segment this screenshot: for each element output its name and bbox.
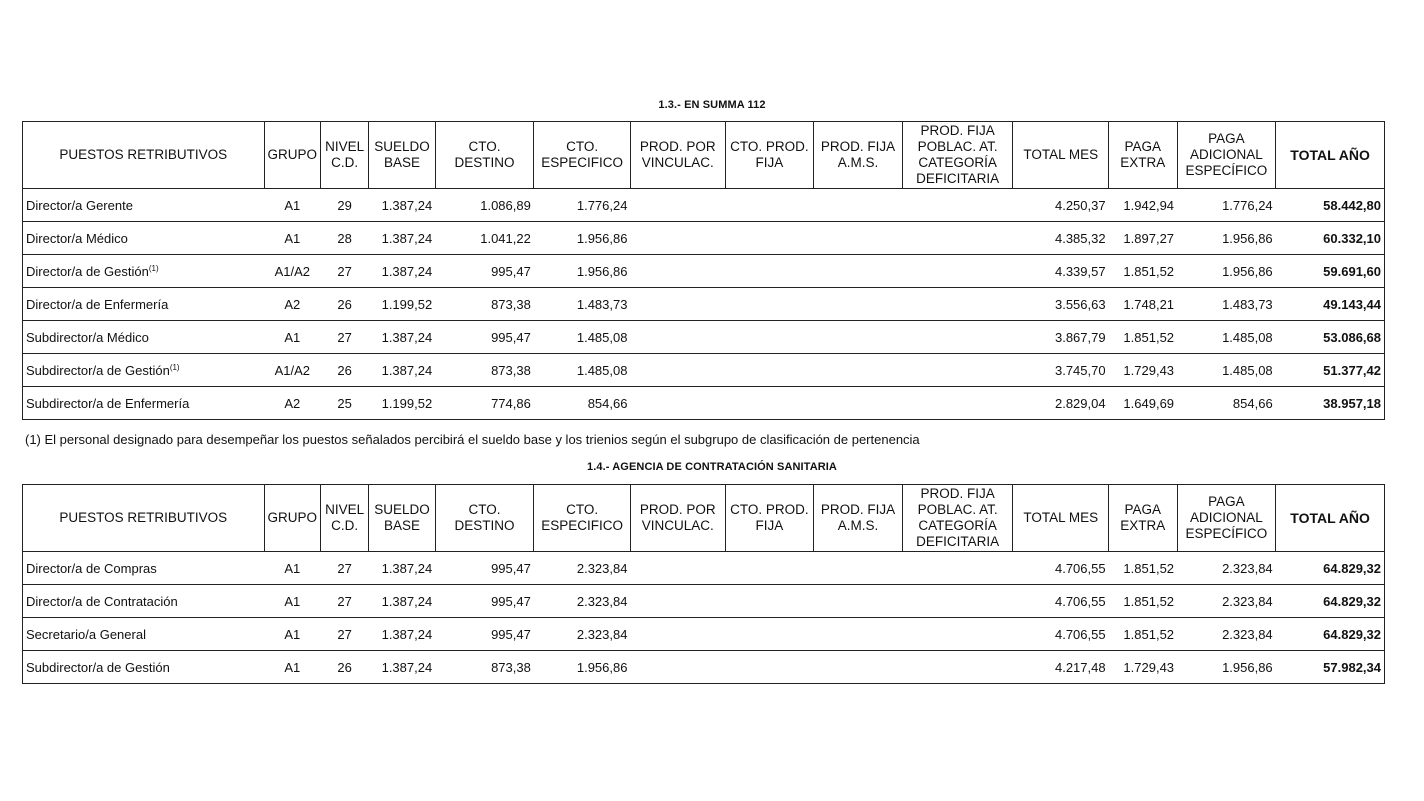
header-total-ano: TOTAL AÑO [1276,122,1385,189]
puesto-label: Subdirector/a de Gestión [26,362,170,378]
cell-nivel: 26 [320,651,368,684]
cell-cto-destino: 873,38 [435,288,534,321]
cell-cto-especifico: 2.323,84 [534,618,631,651]
table-row [23,288,1385,321]
header-prod-fija-ams: PROD. FIJA A.M.S. [814,122,903,189]
cell-paga-extra: 1.729,43 [1109,354,1177,387]
table-row [23,651,1385,684]
puesto-label: Director/a de Enfermería [26,296,169,312]
cell-prod-fija-poblac [902,321,1013,354]
cell-nivel: 27 [320,618,368,651]
cell-paga-extra: 1.851,52 [1109,618,1177,651]
cell-paga-adicional: 854,66 [1177,387,1276,420]
cell-total-ano: 38.957,18 [1276,387,1385,420]
cell-total-mes: 4.339,57 [1013,255,1109,288]
cell-total-ano: 53.086,68 [1276,321,1385,354]
cell-total-ano: 49.143,44 [1276,288,1385,321]
cell-puesto [23,189,265,222]
cell-cto-destino: 873,38 [435,651,534,684]
cell-paga-adicional: 2.323,84 [1177,585,1276,618]
cell-cto-especifico: 1.485,08 [534,321,631,354]
cell-sueldo-base: 1.387,24 [369,585,435,618]
cell-grupo: A1 [264,189,320,222]
puesto-label: Director/a Gerente [26,197,133,213]
cell-total-ano: 60.332,10 [1276,222,1385,255]
cell-paga-adicional: 1.956,86 [1177,651,1276,684]
cell-sueldo-base: 1.387,24 [369,354,435,387]
cell-cto-prod-fija [725,321,814,354]
cell-total-ano: 64.829,32 [1276,618,1385,651]
cell-puesto [23,618,265,651]
cell-nivel: 26 [320,288,368,321]
cell-total-mes: 4.706,55 [1013,618,1109,651]
cell-prod-fija-poblac [902,618,1013,651]
cell-prod-vinculac [630,618,725,651]
cell-paga-adicional: 1.956,86 [1177,222,1276,255]
cell-paga-extra: 1.729,43 [1109,651,1177,684]
cell-cto-especifico: 854,66 [534,387,631,420]
table-row [23,552,1385,585]
cell-cto-especifico: 1.485,08 [534,354,631,387]
cell-total-mes: 4.706,55 [1013,552,1109,585]
header-puestos: PUESTOS RETRIBUTIVOS [23,485,265,552]
cell-cto-especifico: 2.323,84 [534,585,631,618]
cell-nivel: 25 [320,387,368,420]
cell-sueldo-base: 1.199,52 [369,288,435,321]
cell-total-mes: 3.745,70 [1013,354,1109,387]
cell-nivel: 29 [320,189,368,222]
puesto-label: Director/a Médico [26,230,128,246]
header-total-mes: TOTAL MES [1013,485,1109,552]
cell-prod-fija-ams [814,387,903,420]
cell-paga-extra: 1.851,52 [1109,585,1177,618]
cell-grupo: A1/A2 [264,354,320,387]
cell-cto-prod-fija [725,255,814,288]
cell-cto-prod-fija [725,585,814,618]
cell-prod-fija-poblac [902,288,1013,321]
cell-sueldo-base: 1.199,52 [369,387,435,420]
cell-grupo: A1 [264,651,320,684]
cell-prod-fija-poblac [902,222,1013,255]
table-row [23,189,1385,222]
cell-prod-vinculac [630,354,725,387]
cell-sueldo-base: 1.387,24 [369,651,435,684]
cell-cto-especifico: 1.956,86 [534,222,631,255]
puesto-label: Subdirector/a Médico [26,329,149,345]
cell-total-mes: 4.706,55 [1013,585,1109,618]
cell-prod-vinculac [630,651,725,684]
puesto-label: Secretario/a General [26,626,146,642]
cell-cto-destino: 995,47 [435,255,534,288]
cell-cto-especifico: 1.776,24 [534,189,631,222]
header-cto-especifico: CTO. ESPECIFICO [534,485,631,552]
table-row [23,585,1385,618]
puesto-label: Subdirector/a de Enfermería [26,395,190,411]
cell-grupo: A1 [264,585,320,618]
cell-cto-destino: 995,47 [435,585,534,618]
cell-paga-extra: 1.851,52 [1109,255,1177,288]
section-title-summa-112: 1.3.- EN SUMMA 112 [658,99,766,111]
header-total-ano: TOTAL AÑO [1276,485,1385,552]
cell-paga-extra: 1.851,52 [1109,321,1177,354]
cell-nivel: 26 [320,354,368,387]
header-cto-destino: CTO. DESTINO [435,122,534,189]
cell-cto-destino: 1.041,22 [435,222,534,255]
cell-sueldo-base: 1.387,24 [369,552,435,585]
cell-prod-vinculac [630,189,725,222]
cell-cto-destino: 873,38 [435,354,534,387]
cell-prod-fija-ams [814,189,903,222]
cell-paga-adicional: 1.483,73 [1177,288,1276,321]
cell-puesto [23,387,265,420]
cell-cto-especifico: 1.956,86 [534,255,631,288]
cell-puesto [23,354,265,387]
cell-puesto [23,222,265,255]
table-agencia-contratacion [22,484,1385,684]
cell-paga-extra: 1.942,94 [1109,189,1177,222]
cell-paga-adicional: 1.485,08 [1177,321,1276,354]
header-nivel: NIVEL C.D. [320,122,368,189]
cell-cto-especifico: 1.956,86 [534,651,631,684]
header-paga-extra: PAGA EXTRA [1109,122,1177,189]
header-nivel: NIVEL C.D. [320,485,368,552]
cell-cto-prod-fija [725,288,814,321]
header-paga-adicional: PAGA ADICIONAL ESPECÍFICO [1177,122,1276,189]
cell-nivel: 27 [320,585,368,618]
header-prod-fija-poblac: PROD. FIJA POBLAC. AT. CATEGORÍA DEFICITARIA [902,485,1013,552]
cell-cto-especifico: 1.483,73 [534,288,631,321]
cell-prod-vinculac [630,321,725,354]
cell-prod-fija-ams [814,651,903,684]
cell-cto-destino: 1.086,89 [435,189,534,222]
cell-paga-extra: 1.851,52 [1109,552,1177,585]
cell-prod-fija-ams [814,585,903,618]
cell-cto-prod-fija [725,618,814,651]
cell-grupo: A2 [264,387,320,420]
cell-cto-prod-fija [725,387,814,420]
cell-paga-adicional: 1.485,08 [1177,354,1276,387]
header-total-mes: TOTAL MES [1013,122,1109,189]
cell-puesto [23,288,265,321]
cell-cto-prod-fija [725,189,814,222]
cell-grupo: A1 [264,552,320,585]
cell-nivel: 27 [320,321,368,354]
cell-total-ano: 57.982,34 [1276,651,1385,684]
cell-prod-fija-poblac [902,387,1013,420]
cell-puesto [23,585,265,618]
cell-sueldo-base: 1.387,24 [369,618,435,651]
cell-prod-vinculac [630,255,725,288]
header-puestos: PUESTOS RETRIBUTIVOS [23,122,265,189]
cell-prod-fija-poblac [902,255,1013,288]
cell-paga-adicional: 2.323,84 [1177,552,1276,585]
section-title-agencia-contratacion: 1.4.- AGENCIA DE CONTRATACIÓN SANITARIA [587,461,837,473]
cell-cto-prod-fija [725,651,814,684]
footnote: (1) El personal designado para desempeñar los puestos señalados percibirá el sueldo base y los trienios según el subgrupo de clasificación de pertenencia [25,432,920,447]
puesto-label: Director/a de Contratación [26,593,178,609]
footnote-marker: (1) [148,263,159,273]
cell-total-mes: 4.250,37 [1013,189,1109,222]
cell-cto-especifico: 2.323,84 [534,552,631,585]
header-cto-prod-fija: CTO. PROD. FIJA [725,485,814,552]
cell-nivel: 28 [320,222,368,255]
cell-nivel: 27 [320,255,368,288]
header-paga-extra: PAGA EXTRA [1109,485,1177,552]
cell-cto-destino: 774,86 [435,387,534,420]
cell-paga-adicional: 2.323,84 [1177,618,1276,651]
header-sueldo-base: SUELDO BASE [369,485,435,552]
cell-grupo: A1 [264,321,320,354]
cell-sueldo-base: 1.387,24 [369,189,435,222]
header-prod-vinculac: PROD. POR VINCULAC. [630,122,725,189]
cell-prod-fija-ams [814,321,903,354]
cell-cto-destino: 995,47 [435,552,534,585]
header-prod-vinculac: PROD. POR VINCULAC. [630,485,725,552]
cell-prod-vinculac [630,585,725,618]
cell-cto-destino: 995,47 [435,321,534,354]
cell-sueldo-base: 1.387,24 [369,222,435,255]
cell-total-ano: 58.442,80 [1276,189,1385,222]
puesto-label: Subdirector/a de Gestión [26,659,170,675]
header-grupo: GRUPO [264,122,320,189]
cell-cto-prod-fija [725,354,814,387]
cell-prod-fija-ams [814,222,903,255]
cell-puesto [23,255,265,288]
cell-total-mes: 3.867,79 [1013,321,1109,354]
cell-cto-prod-fija [725,552,814,585]
cell-total-ano: 59.691,60 [1276,255,1385,288]
table-row [23,387,1385,420]
table-row [23,255,1385,288]
cell-paga-extra: 1.748,21 [1109,288,1177,321]
cell-paga-extra: 1.897,27 [1109,222,1177,255]
cell-prod-fija-poblac [902,651,1013,684]
cell-total-ano: 64.829,32 [1276,552,1385,585]
table-row [23,222,1385,255]
cell-sueldo-base: 1.387,24 [369,255,435,288]
header-prod-fija-ams: PROD. FIJA A.M.S. [814,485,903,552]
cell-prod-fija-ams [814,255,903,288]
cell-grupo: A2 [264,288,320,321]
cell-prod-vinculac [630,288,725,321]
table-row [23,321,1385,354]
header-cto-prod-fija: CTO. PROD. FIJA [725,122,814,189]
header-paga-adicional: PAGA ADICIONAL ESPECÍFICO [1177,485,1276,552]
header-sueldo-base: SUELDO BASE [369,122,435,189]
cell-cto-prod-fija [725,222,814,255]
cell-cto-destino: 995,47 [435,618,534,651]
cell-nivel: 27 [320,552,368,585]
table-row [23,618,1385,651]
cell-prod-vinculac [630,552,725,585]
cell-total-mes: 2.829,04 [1013,387,1109,420]
cell-prod-fija-poblac [902,354,1013,387]
cell-total-ano: 51.377,42 [1276,354,1385,387]
table-header-row [23,485,1385,552]
cell-prod-fija-poblac [902,189,1013,222]
puesto-label: Director/a de Gestión [26,263,149,279]
cell-grupo: A1 [264,222,320,255]
cell-prod-vinculac [630,222,725,255]
header-cto-destino: CTO. DESTINO [435,485,534,552]
footnote-marker: (1) [169,362,180,372]
cell-puesto [23,552,265,585]
cell-paga-adicional: 1.956,86 [1177,255,1276,288]
table-summa-112 [22,121,1385,420]
header-grupo: GRUPO [264,485,320,552]
table-row [23,354,1385,387]
cell-total-mes: 4.217,48 [1013,651,1109,684]
puesto-label: Director/a de Compras [26,560,157,576]
cell-grupo: A1/A2 [264,255,320,288]
cell-puesto [23,651,265,684]
cell-puesto [23,321,265,354]
table-header-row [23,122,1385,189]
cell-total-ano: 64.829,32 [1276,585,1385,618]
header-cto-especifico: CTO. ESPECIFICO [534,122,631,189]
cell-grupo: A1 [264,618,320,651]
header-prod-fija-poblac: PROD. FIJA POBLAC. AT. CATEGORÍA DEFICITARIA [902,122,1013,189]
cell-prod-fija-ams [814,618,903,651]
cell-paga-adicional: 1.776,24 [1177,189,1276,222]
cell-prod-fija-poblac [902,552,1013,585]
cell-paga-extra: 1.649,69 [1109,387,1177,420]
cell-prod-fija-ams [814,288,903,321]
cell-prod-fija-poblac [902,585,1013,618]
cell-prod-fija-ams [814,354,903,387]
cell-total-mes: 3.556,63 [1013,288,1109,321]
cell-prod-fija-ams [814,552,903,585]
cell-total-mes: 4.385,32 [1013,222,1109,255]
cell-prod-vinculac [630,387,725,420]
cell-sueldo-base: 1.387,24 [369,321,435,354]
